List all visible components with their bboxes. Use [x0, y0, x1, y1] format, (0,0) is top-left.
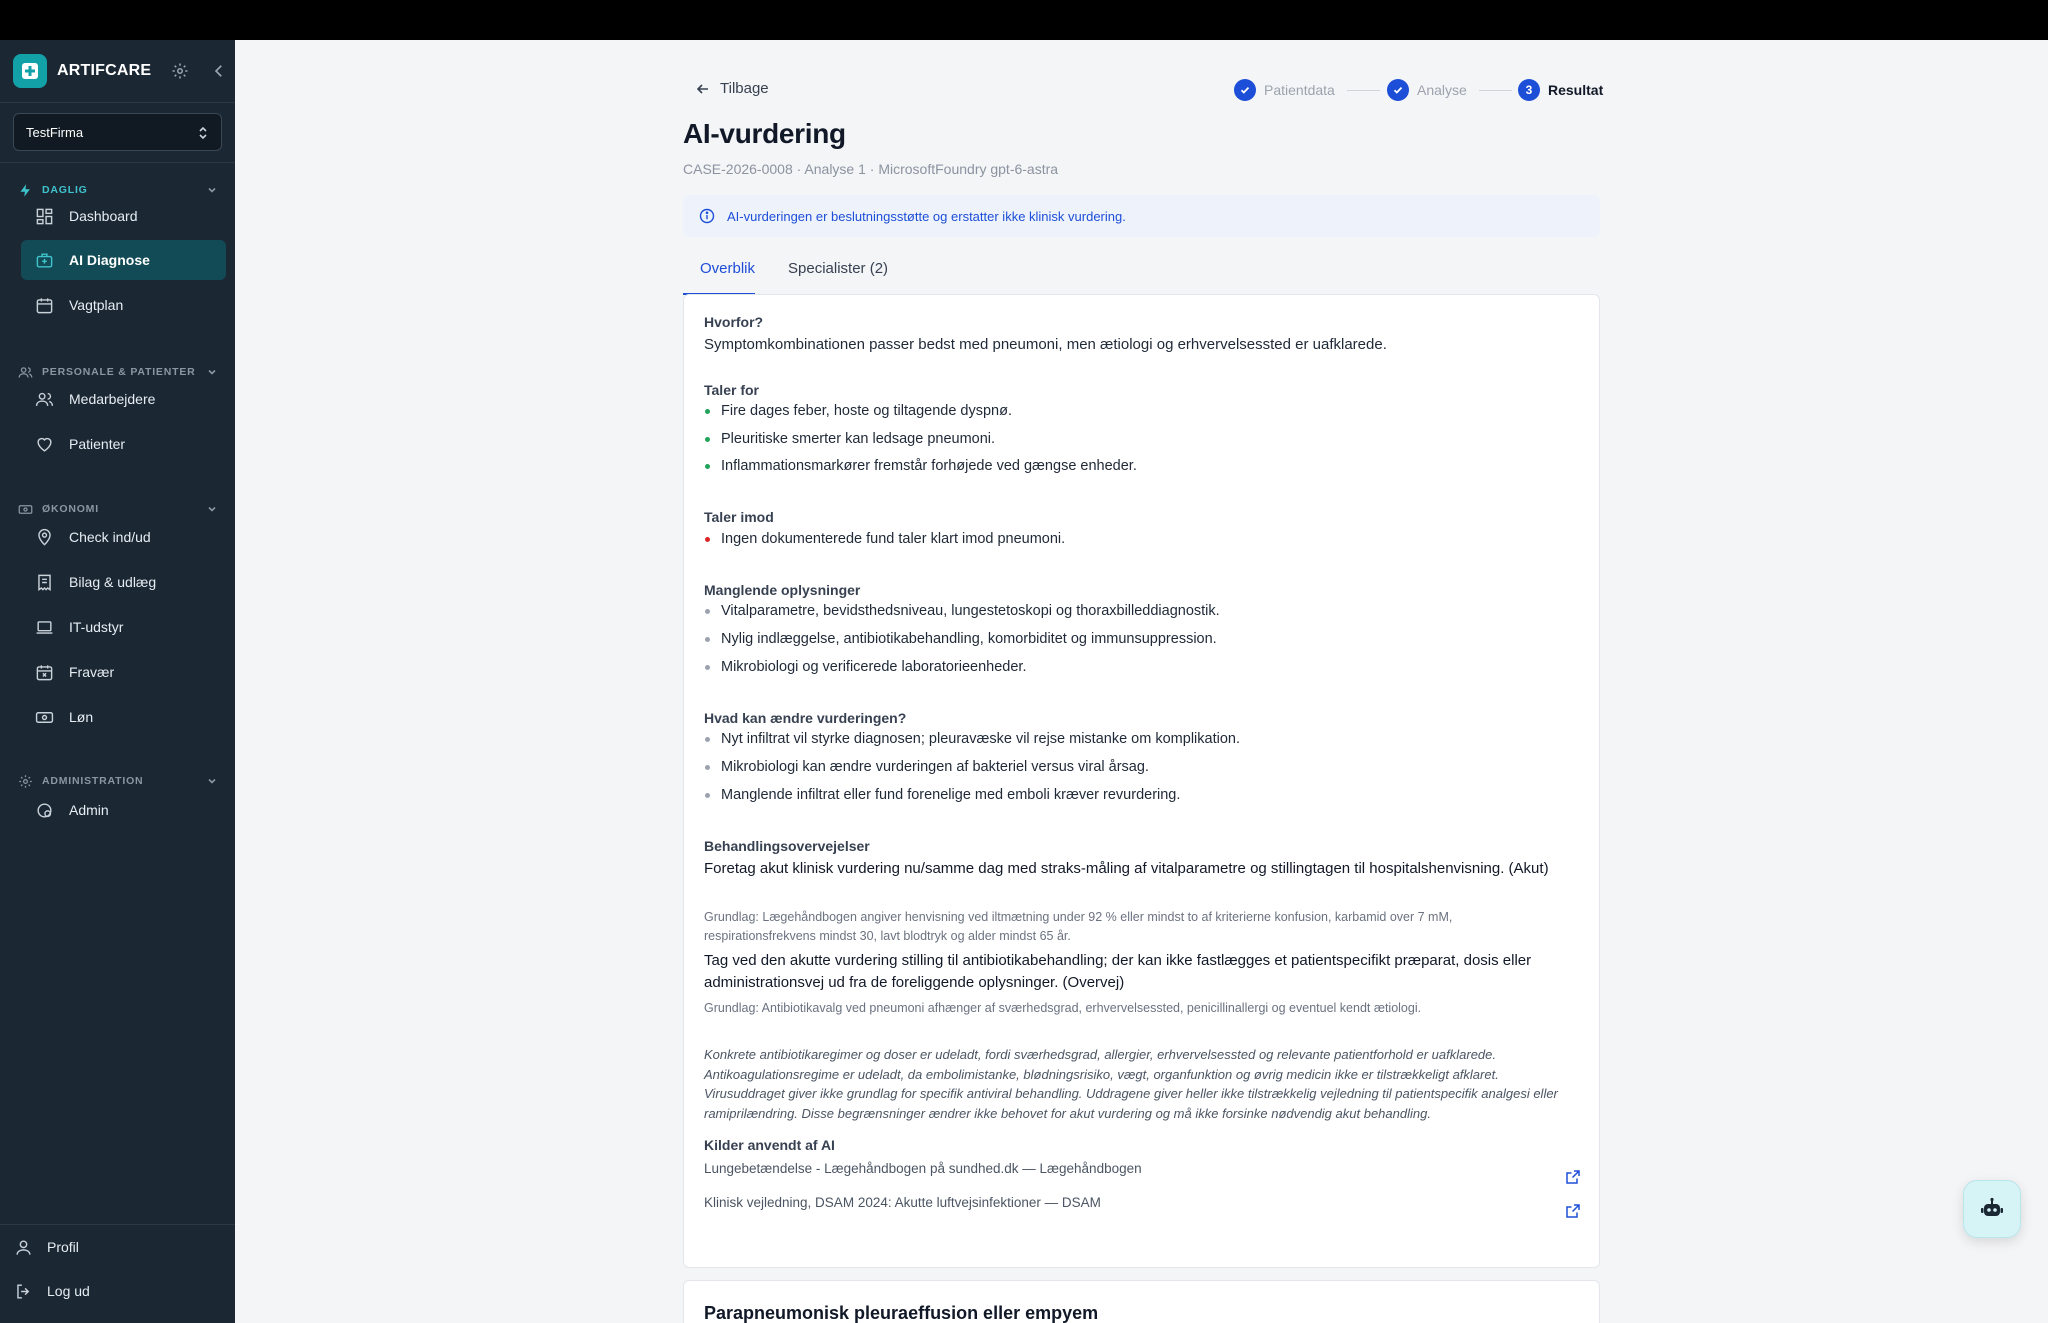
section-label: PERSONALE & PATIENTER: [42, 366, 196, 378]
divider: [0, 1224, 235, 1225]
tab-specialister[interactable]: [788, 255, 888, 295]
company-select-value: TestFirma: [26, 124, 84, 140]
list-item: [704, 759, 1149, 775]
ai-diagnose-icon: [35, 251, 54, 270]
sidebar-item-patienter[interactable]: [21, 424, 226, 464]
differential-title: Parapneumonisk pleuraeffusion eller empyem: [704, 1303, 1099, 1323]
divider: [0, 162, 235, 163]
back-label: Tilbage: [720, 80, 769, 97]
bullet-gray: [705, 637, 710, 642]
step-connector: [1347, 90, 1380, 91]
against-heading: Taler imod: [704, 509, 774, 525]
list-item: [704, 458, 1137, 474]
list-item: [704, 631, 1217, 647]
heart-icon: [35, 435, 54, 454]
chevron-down-icon: [206, 184, 218, 196]
sidebar-item-label: Løn: [69, 709, 94, 725]
step-label: Resultat: [1548, 82, 1604, 98]
sidebar-item-label: Bilag & udlæg: [69, 574, 157, 590]
step-label: Patientdata: [1264, 82, 1335, 98]
sidebar-item-medarbejdere[interactable]: [21, 379, 226, 419]
calendar-x-icon: [35, 663, 54, 682]
step-label: Analyse: [1417, 82, 1467, 98]
back-button[interactable]: [695, 80, 769, 97]
sidebar-item-label: IT-udstyr: [69, 619, 124, 635]
sidebar-item-label: Vagtplan: [69, 297, 124, 313]
check-icon: [1387, 79, 1409, 101]
sidebar-item-label: Dashboard: [69, 208, 138, 224]
differential-card: [683, 1280, 1600, 1323]
step-connector: [1479, 90, 1512, 91]
overview-card: [683, 294, 1600, 1268]
list-item-text: Mikrobiologi og verificerede laboratorieenheder.: [721, 659, 1027, 675]
banknote-icon: [18, 502, 33, 517]
treatment-heading: Behandlingsovervejelser: [704, 838, 870, 854]
calendar-icon: [35, 296, 54, 315]
bullet-gray: [705, 793, 710, 798]
list-item-text: Vitalparametre, bevidsthedsniveau, lungestetoskopi og thoraxbilleddiagnostik.: [721, 603, 1220, 619]
list-item-text: Pleuritiske smerter kan ledsage pneumoni.: [721, 431, 996, 447]
treatment-basis: Grundlag: Lægehåndbogen angiver henvisning ved iltmætning under 92 % eller mindst to af kriterierne konfusion, karbamid over 7 mM, respirationsfrekvens mindst 30, lavt blodtryk og alder mindst 65 år.: [704, 910, 1453, 943]
page-title: AI-vurdering: [683, 118, 846, 149]
why-text: Symptomkombinationen passer bedst med pneumoni, men ætiologi og erhvervelsessted er uafklarede.: [704, 336, 1387, 353]
list-item: [704, 431, 995, 447]
laptop-icon: [35, 618, 54, 637]
step-resultat[interactable]: [1518, 79, 1603, 101]
user-icon: [14, 1238, 33, 1257]
dashboard-icon: [35, 207, 54, 226]
list-item-text: Fire dages feber, hoste og tiltagende dyspnø.: [721, 403, 1012, 419]
ai-assistant-button[interactable]: [1963, 1180, 2021, 1238]
settings-gear-icon[interactable]: [171, 62, 189, 80]
tab-label: Specialister (2): [788, 260, 889, 277]
tab-overblik[interactable]: [683, 255, 755, 295]
list-item: [704, 787, 1180, 803]
change-heading: Hvad kan ændre vurderingen?: [704, 710, 907, 726]
treatment-basis: Grundlag: Antibiotikavalg ved pneumoni afhænger af sværhedsgrad, erhvervelsessted, penicillinallergi og eventuel kendt ætiologi.: [704, 1001, 1422, 1015]
gear-icon: [18, 774, 33, 789]
bullet-red: [705, 537, 710, 542]
browser-top-bar: [0, 0, 2048, 40]
chevron-down-icon: [206, 775, 218, 787]
list-item: [704, 659, 1026, 675]
treatment-recommendation: Foretag akut klinisk vurdering nu/samme dag med straks-måling af vitalparametre og stillingtagen til hospitalshenvisning. (Akut): [704, 860, 1549, 877]
section-label: ADMINISTRATION: [42, 775, 144, 787]
step-analyse[interactable]: [1387, 79, 1467, 101]
company-select[interactable]: [13, 113, 222, 151]
list-item: [704, 531, 1065, 547]
bullet-gray: [705, 765, 710, 770]
arrow-left-icon: [695, 81, 711, 97]
list-item-text: Ingen dokumenterede fund taler klart imod pneumoni.: [721, 531, 1066, 547]
sidebar-item-check-ind-ud[interactable]: [21, 517, 226, 557]
for-heading: Taler for: [704, 382, 759, 398]
sidebar-item-log-ud[interactable]: [14, 1276, 90, 1306]
why-heading: Hvorfor?: [704, 314, 764, 330]
list-item-text: Nylig indlæggelse, antibiotikabehandling, komorbiditet og immunsuppression.: [721, 631, 1217, 647]
sidebar-item-label: Profil: [47, 1239, 79, 1255]
case-meta: CASE-2026-0008 · Analyse 1 · MicrosoftFoundry gpt-6-astra: [683, 161, 1059, 177]
divider: [0, 102, 235, 103]
sidebar-item-ai-diagnose[interactable]: [21, 240, 226, 280]
banknote-icon: [35, 708, 54, 727]
treatment-recommendation: Tag ved den akutte vurdering stilling til antibiotikabehandling; der kan ikke fastlægges et patientspecifikt præparat, dosis eller administrationsvej ud fra de foreliggende oplysninger. (Overvej): [704, 952, 1532, 991]
sidebar: [0, 40, 235, 1323]
section-label: ØKONOMI: [42, 503, 99, 515]
collapse-sidebar-icon[interactable]: [210, 62, 228, 80]
section-label: DAGLIG: [42, 184, 88, 196]
external-link-icon[interactable]: [1565, 1203, 1581, 1219]
chevron-down-icon: [206, 366, 218, 378]
sidebar-item-label: Patienter: [69, 436, 126, 452]
bullet-green: [705, 437, 710, 442]
sidebar-item-fravaer[interactable]: [21, 652, 226, 692]
section-administration[interactable]: [18, 771, 218, 791]
users-icon: [35, 390, 54, 409]
tab-label: Overblik: [700, 260, 756, 277]
step-number: 3: [1518, 79, 1540, 101]
chevron-down-icon: [206, 503, 218, 515]
select-chevrons-icon: [197, 124, 209, 142]
sidebar-item-label: Admin: [69, 802, 109, 818]
bullet-gray: [705, 609, 710, 614]
step-patientdata[interactable]: [1234, 79, 1335, 101]
info-text: AI-vurderingen er beslutningsstøtte og erstatter ikke klinisk vurdering.: [727, 208, 1126, 224]
list-item: [704, 731, 1240, 747]
external-link-icon[interactable]: [1565, 1169, 1581, 1185]
sidebar-item-admin[interactable]: [21, 790, 226, 830]
receipt-icon: [35, 573, 54, 592]
source-link[interactable]: Lungebetændelse - Lægehåndbogen på sundhed.dk — Lægehåndbogen: [704, 1161, 1142, 1176]
list-item-text: Inflammationsmarkører fremstår forhøjede ved gængse enheder.: [721, 458, 1137, 474]
check-icon: [1234, 79, 1256, 101]
limitations-note: Konkrete antibiotikaregimer og doser er udeladt, fordi sværhedsgrad, allergier, erhvervelsessted og relevante patientforhold er uafklarede. Antikoagulationsregime er udeladt, da embolimistanke, blødningsrisiko, vægt, organfunktion og øvrig medicin ikke er tilstrækkeligt afklaret. Virusuddraget giver ikke grundlag for specifik antiviral behandling. Uddragene giver heller ikke tilstrækkelig vejledning til patientspecifik analgesi eller ramiprilændring. Disse begrænsninger ændrer ikke behovet for akut vurdering og må ikke forsinke nødvendig akut behandling.: [704, 1047, 1558, 1121]
bullet-green: [705, 464, 710, 469]
bullet-green: [705, 409, 710, 414]
sidebar-item-lon[interactable]: [21, 697, 226, 737]
admin-icon: [35, 801, 54, 820]
list-item: [704, 403, 1012, 419]
users-icon: [18, 365, 33, 380]
sidebar-item-label: Medarbejdere: [69, 391, 156, 407]
robot-icon: [1978, 1195, 2006, 1223]
source-link[interactable]: Klinisk vejledning, DSAM 2024: Akutte luftvejsinfektioner — DSAM: [704, 1195, 1101, 1210]
missing-heading: Manglende oplysninger: [704, 582, 861, 598]
list-item: [704, 603, 1220, 619]
stepper: [1234, 79, 1604, 101]
map-pin-icon: [35, 528, 54, 547]
sidebar-item-dashboard[interactable]: [21, 196, 226, 236]
sidebar-item-label: AI Diagnose: [69, 252, 150, 268]
brand-logo-icon: [13, 54, 47, 88]
tabs: [683, 255, 1600, 295]
sidebar-item-it-udstyr[interactable]: [21, 607, 226, 647]
info-icon: [699, 208, 715, 224]
bullet-gray: [705, 737, 710, 742]
brand[interactable]: [13, 54, 223, 88]
sidebar-item-label: Fravær: [69, 664, 115, 680]
list-item-text: Mikrobiologi kan ændre vurderingen af bakteriel versus viral årsag.: [721, 759, 1149, 775]
logout-icon: [14, 1282, 33, 1301]
info-banner: [683, 195, 1600, 237]
sidebar-item-label: Check ind/ud: [69, 529, 151, 545]
sidebar-item-vagtplan[interactable]: [21, 285, 226, 325]
sidebar-item-label: Log ud: [47, 1283, 90, 1299]
section-okonomi[interactable]: [18, 499, 218, 519]
brand-name: ARTIFCARE: [57, 62, 152, 79]
sources-heading: Kilder anvendt af AI: [704, 1137, 835, 1153]
list-item-text: Nyt infiltrat vil styrke diagnosen; pleuravæske vil rejse mistanke om komplikation.: [721, 731, 1240, 747]
list-item-text: Manglende infiltrat eller fund forenelige med emboli kræver revurdering.: [721, 787, 1181, 803]
sidebar-item-profil[interactable]: [14, 1232, 79, 1262]
sidebar-item-bilag-udlaeg[interactable]: [21, 562, 226, 602]
bullet-gray: [705, 665, 710, 670]
